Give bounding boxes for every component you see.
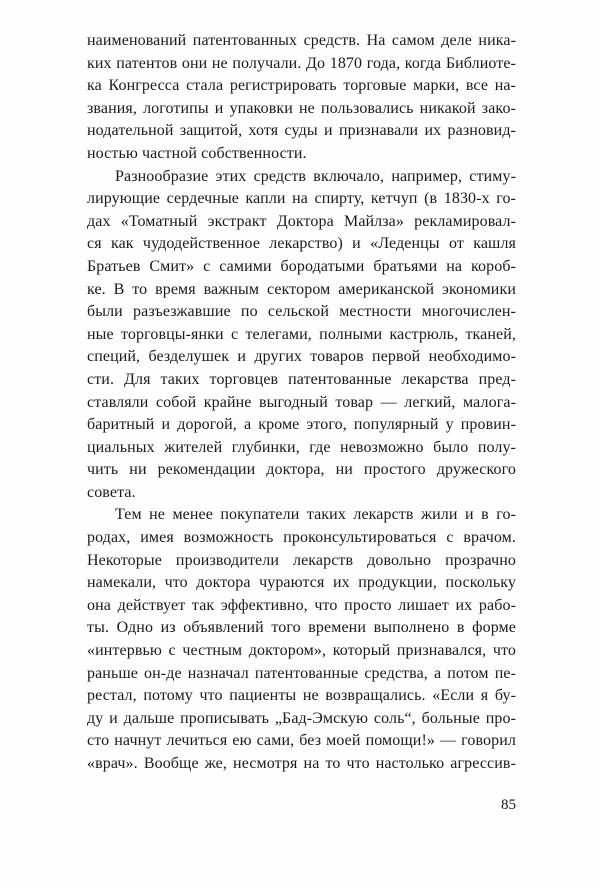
text-line: раньше он-де назначал патентованные средства, а потом пе- xyxy=(87,664,516,682)
text-line: ты. Одно из объявлений того времени выполнено в форме xyxy=(87,619,516,637)
text-line: ду и дальше прописывать „Бад-Эмскую соль“, больные про- xyxy=(87,709,516,727)
text-line: ставляли собой крайне выгодный товар — легкий, малога- xyxy=(87,393,516,411)
text-line: чить ни рекомендации доктора, ни простого дружеского xyxy=(87,461,516,479)
text-line: ся как чудодейственное лекарство) и «Леденцы от кашля xyxy=(87,235,516,253)
text-line: Братьев Смит» с самими бородатыми братьями на короб- xyxy=(87,257,516,275)
text-line: баритный и дорогой, а кроме этого, популярный у провин- xyxy=(87,416,516,434)
text-line: лирующие сердечные капли на спирту, кетчуп (в 1830-х го- xyxy=(87,190,516,208)
paragraph xyxy=(87,504,516,775)
text-line: сто начнут лечиться ею сами, без моей помощи!» — говорил xyxy=(87,732,516,750)
text-line: «интервью с честным доктором», который признавался, что xyxy=(87,642,516,660)
text-line: специй, безделушек и других товаров первой необходимо- xyxy=(87,348,516,366)
text-line: наименований патентованных средств. На самом деле ника- xyxy=(87,32,516,49)
text-line: ностью частной собственности. xyxy=(87,144,307,162)
text-line: ные торговцы-янки с телегами, полными кастрюль, тканей, xyxy=(87,325,516,343)
text-line: Некоторые производители лекарств довольно прозрачно xyxy=(87,551,516,569)
page-text xyxy=(87,30,516,776)
text-line: ких патентов они не получали. До 1870 года, когда Библиоте- xyxy=(87,54,516,72)
paragraph xyxy=(87,30,516,166)
text-line: рестал, потому что пациенты не возвращались. «Если я бу- xyxy=(87,687,516,705)
text-line: Разнообразие этих средств включало, например, стиму- xyxy=(115,167,516,185)
text-line: «врач». Вообще же, несмотря на то что настолько агрессив- xyxy=(87,755,516,772)
text-line: Тем не менее покупатели таких лекарств жили и в го- xyxy=(115,506,516,524)
paragraph xyxy=(87,166,516,505)
text-line: ка Конгресса стала регистрировать торговые марки, все на- xyxy=(87,77,516,95)
text-line: родах, имея возможность проконсультироваться с врачом. xyxy=(87,529,516,547)
text-line: ке. В то время важным сектором американской экономики xyxy=(87,280,516,298)
text-line: дах «Томатный экстракт Доктора Майлза» рекламировал- xyxy=(87,212,516,230)
text-line: намекали, что доктора чураются их продукции, поскольку xyxy=(87,574,516,592)
text-line: совета. xyxy=(87,483,136,501)
text-line: она действует так эффективно, что просто лишает их рабо- xyxy=(87,596,516,614)
text-line: нодательной защитой, хотя суды и признавали их разновид- xyxy=(87,122,516,140)
text-line: циальных жителей глубинки, где невозможно было полу- xyxy=(87,438,516,456)
text-line: были разъезжавшие по сельской местности многочислен- xyxy=(87,303,516,321)
text-line: звания, логотипы и упаковки не пользовались никакой зако- xyxy=(87,99,516,117)
text-line: сти. Для таких торговцев патентованные лекарства пред- xyxy=(87,370,516,388)
page-number: 85 xyxy=(501,797,516,813)
